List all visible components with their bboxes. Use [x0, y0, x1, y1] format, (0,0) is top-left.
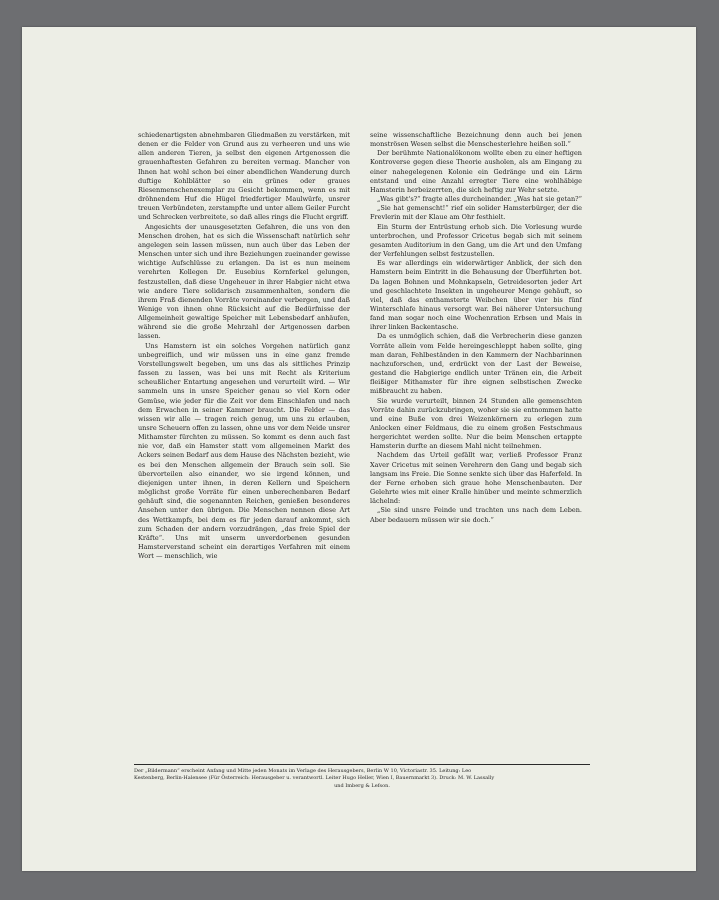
paragraph: Es war allerdings ein widerwärtiger Anblick, der sich den Hamstern beim Eintritt in die Behausung der Überführten bot. Da lagen Bohnen und Mohnkapseln, Getreidesorten jeder Art und geschlachtete Insekten in ungeheurer Menge gehäuft, so viel, daß das enthamsterte Weibchen über vier bis fünf Winterschlafe hinaus versorgt war. Bei näherer Untersuchung fand man sogar noch eine Wochenration Erbsen und Mais in ihrer linken Backentasche.	[370, 259, 582, 332]
paragraph: Ein Sturm der Entrüstung erhob sich. Die Vorlesung wurde unterbrochen, und Professor Cricetus begab sich mit seinem gesamten Auditorium in den Gang, um die Art und den Umfang der Verfehlungen selbst festzustellen.	[370, 222, 582, 259]
right-column	[370, 131, 582, 737]
paragraph: Sie wurde verurteilt, binnen 24 Stunden alle gemenschten Vorräte dahin zurückzubringen, woher sie sie entnommen hatte und eine Buße von drei Weizenkörnern zu erlegen zum Anlocken einer Feldmaus, die zu einem großen Festschmaus hergerichtet werden sollte. Nur die beim Menschen ertappte Hamsterin durfte an diesem Mahl nicht teilnehmen.	[370, 396, 582, 451]
paragraph: „Was gibt's?“ fragte alles durcheinander. „Was hat sie getan?“	[377, 195, 582, 204]
left-column	[138, 131, 350, 737]
paragraph: Uns Hamstern ist ein solches Vorgehen natürlich ganz unbegreiflich, und wir müssen uns in eine ganz fremde Vorstellungswelt begeben, um uns das als sittliches Prinzip fassen zu lassen, was bei uns mit Recht als Kriterium scheußlicher Entartung angesehen und verurteilt wird. — Wir sammeln uns in unsre Speicher genau so viel Korn oder Gemüse, wie jeder für die Zeit vor dem Einschlafen und nach dem Erwachen in seiner Kammer braucht. Die Felder — das wissen wir alle — tragen reich genug, um uns zu erlauben, unsre Scheuern offen zu lassen, ohne uns vor dem Neide unsrer Mithamster fürchten zu müssen. So kommt es denn auch fast nie vor, daß ein Hamster statt vom allgemeinen Markt des Ackers seinen Bedarf aus dem Hause des Nächsten bezieht, wie es bei den Menschen allgemein der Brauch sein soll. Sie übervorteilen also einander, wo sie irgend können, und diejenigen unter ihnen, in deren Kellern und Speichern möglichst große Vorräte für einen unberechenbaren Bedarf gehäuft sind, die sogenannten Reichen, genießen besonderes Ansehen unter den übrigen. Die Menschen nennen diese Art des Wettkampfs, bei dem es für jeden darauf ankommt, sich zum Schaden der andern vorzudrängen, „das freie Spiel der Kräfte“. Uns mit unserm unverdorbenen gesunden Hamsterverstand scheint ein derartiges Verfahren mit einem Wort — menschlich, wie	[138, 341, 350, 561]
footer-line: Kestenberg, Berlin-Halensee (Für Österreich: Herausgeber u. verantwortl. Leiter Hugo Heller, Wien I, Bauernmarkt 3). Druck: M. W. Lassally	[134, 775, 495, 782]
text-columns	[138, 131, 582, 737]
paragraph: Da es unmöglich schien, daß die Verbrecherin diese ganzen Vorräte allein vom Felde hereingeschleppt haben sollte, ging man daran, Fehlbeständen in den Kammern der Nachbarinnen nachzuforschen, und, erdrückt von der Last der Beweise, gestand die Habgierige endlich unter Tränen ein, die Arbeit fleißiger Mithamster für ihre eignen selbstischen Zwecke mißbraucht zu haben.	[370, 332, 582, 396]
paragraph: Der berühmte Nationalökonom wollte eben zu einer heftigen Kontroverse gegen diese Theorie ausholen, als am Eingang zu einer nahegelegenen Kolonie ein Gedränge und ein Lärm entstand und eine Anzahl erregter Tiere eine wohlhäbige Hamsterin herbeizerrten, die sich heftig zur Wehr setzte.	[370, 149, 582, 194]
paper-sheet	[22, 27, 696, 871]
paragraph: Angesichts der unausgesetzten Gefahren, die uns von den Menschen drohen, hat es sich die Wissenschaft natürlich sehr angelegen sein lassen müssen, nun auch über das Leben der Menschen unter sich und ihre Beziehungen zueinander gewisse wichtige Aufschlüsse zu erlangen. Da ist es nun meinem verehrten Kollegen Dr. Eusebius Kornferkel gelungen, festzustellen, daß diese Ungeheuer in ihrer Habgier nicht etwa wie andere Tiere solidarisch zusammenhalten, sondern die ihrem Fraß dienenden Vorräte voreinander verbergen, und daß Wenige von ihnen ohne Rücksicht auf die Bedürfnisse der Allgemeinheit gewaltige Speicher mit Lebensbedarf anhäufen, während sie die große Mehrzahl der Artgenossen darben lassen.	[138, 222, 350, 341]
footer-line: und Imberg & Lefson.	[334, 782, 390, 789]
paragraph: Nachdem das Urteil gefällt war, verließ Professor Franz Xaver Cricetus mit seinen Verehrern den Gang und begab sich langsam ins Freie. Die Sonne senkte sich über das Haferfeld. In der Ferne erhoben sich graue hohe Menschenbauten. Der Gelehrte wies mit einer Kralle hinüber und meinte schmerzlich lächelnd:	[370, 451, 582, 506]
footer-rule	[134, 764, 590, 765]
paragraph: „Sie sind unsre Feinde und trachten uns nach dem Leben. Aber bedauern müssen wir sie doch.“	[370, 506, 582, 524]
paragraph: schiedenartigsten abnehmbaren Gliedmaßen zu verstärken, mit denen er die Felder von Grund aus zu verheeren und uns wie allen anderen Tieren, ja selbst den eigenen Artgenossen die grauenhaftesten Gefahren zu bereiten vermag. Mancher von Ihnen hat wohl schon bei einer abendlichen Wanderung durch duftige Kohlblätter so ein grünes oder graues Riesenmenschenexemplar zu Gesicht bekommen, wenn es mit dröhnendem Huf die Hügel friedfertiger Maulwürfe, unsrer treuen Verbündeten, zerstampfte und unter allem Geiler Furcht und Schrecken verbreitete, so daß alles rings die Flucht ergriff.	[138, 131, 350, 222]
paragraph: seine wissenschaftliche Bezeichnung denn auch bei jenen monströsen Wesen selbst die Menschesterlehre heißen soll.“	[370, 131, 582, 149]
paragraph: „Sie hat gemenscht!“ rief ein solider Hamsterbürger, der die Frevlerin mit der Klaue am Ohr festhielt.	[370, 204, 582, 222]
footer-line: Der „Bildermann“ erscheint Anfang und Mitte jeden Monats im Verlage des Herausgebers, Berlin W 10, Victoriastr. 35. Leitung: Leo	[134, 768, 472, 774]
imprint-footer	[134, 768, 590, 790]
